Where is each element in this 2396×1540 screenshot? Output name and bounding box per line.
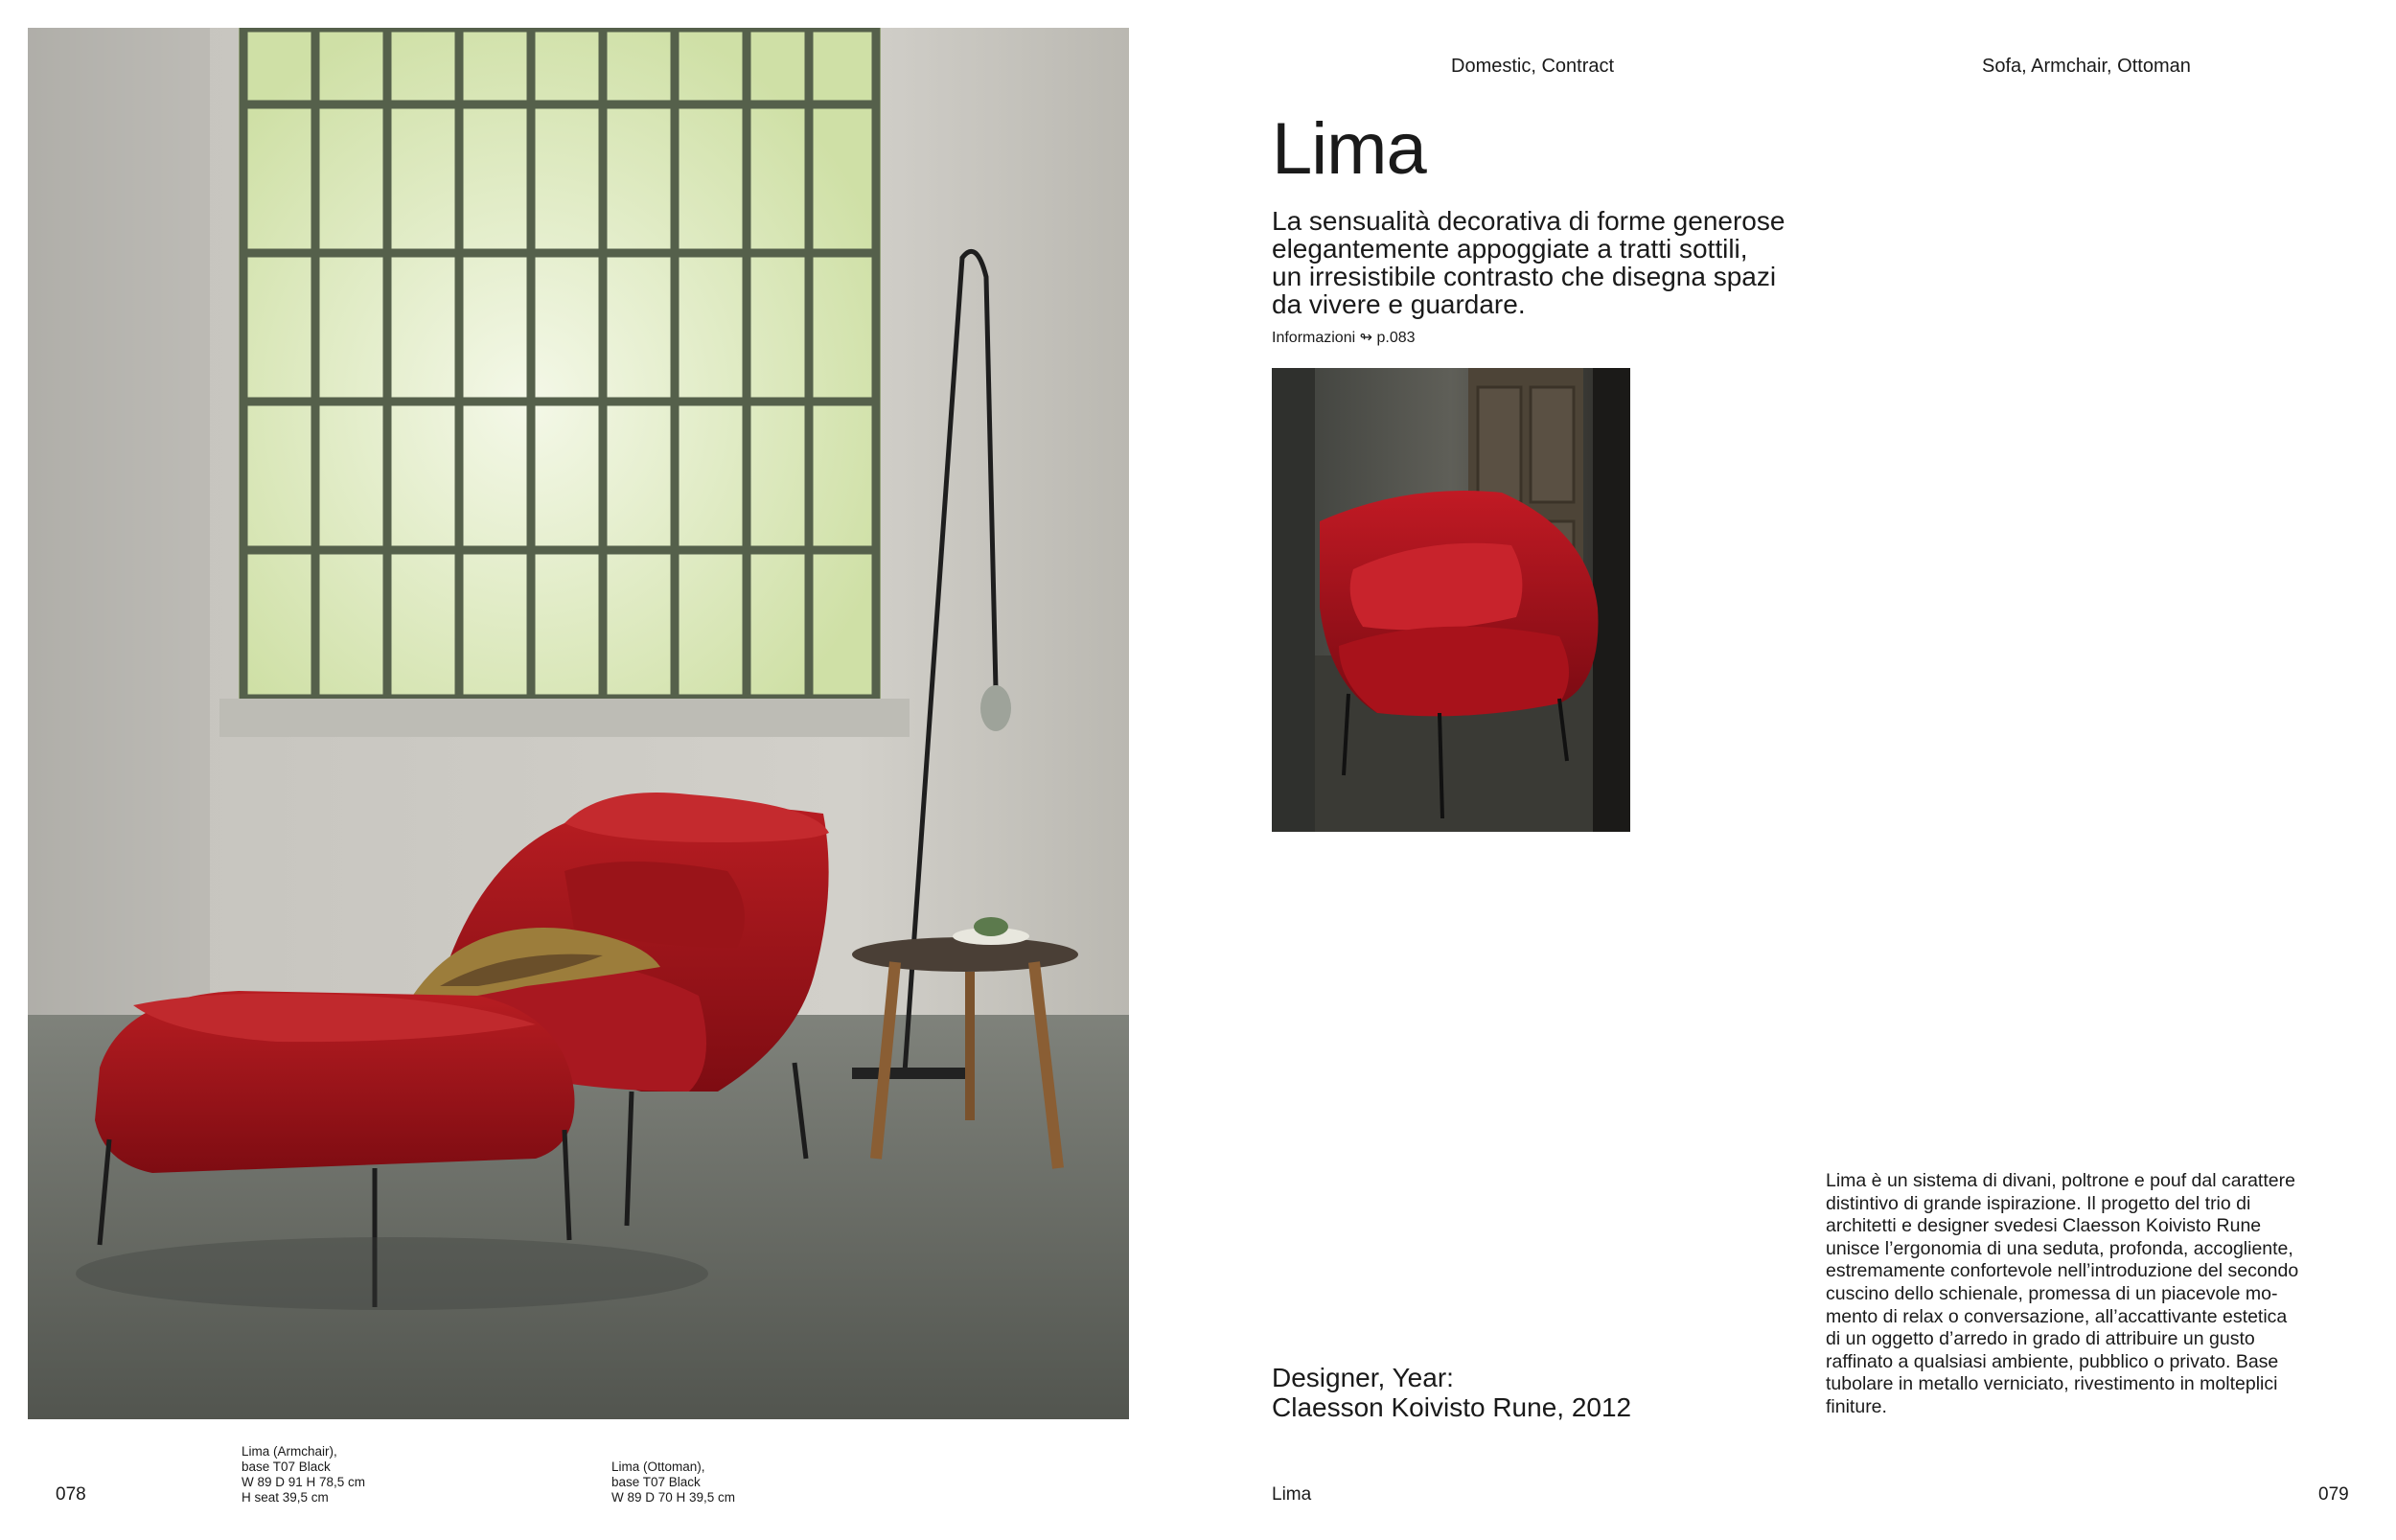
product-title: Lima (1272, 108, 1426, 190)
body-line: finiture. (1826, 1395, 1887, 1417)
lead-line: elegantemente appoggiate a tratti sottili, (1272, 234, 1748, 264)
ottoman-caption (611, 1460, 735, 1506)
lead-paragraph (1272, 207, 1847, 318)
body-line: estremamente confortevole nell’introduzione del secondo (1826, 1260, 2299, 1282)
info-label: Informazioni (1272, 330, 1356, 346)
caption-line: W 89 D 70 H 39,5 cm (611, 1490, 736, 1505)
footer-running-title: Lima (1272, 1484, 1312, 1505)
lead-line: La sensualità decorativa di forme generose (1272, 206, 1785, 236)
lead-line: da vivere e guardare. (1272, 289, 1526, 319)
designer-year (1272, 1363, 1631, 1422)
info-reference-link[interactable] (1272, 329, 1416, 348)
armchair-caption (242, 1444, 365, 1506)
body-line: raffinato a qualsiasi ambiente, pubblico o privato. Base (1826, 1350, 2279, 1372)
body-line: cuscino dello schienale, promessa di un piacevole mo- (1826, 1282, 2278, 1304)
designer-line: Claesson Koivisto Rune, 2012 (1272, 1392, 1632, 1422)
body-line: architetti e designer svedesi Claesson Koivisto Rune (1826, 1215, 2262, 1237)
body-line: di un oggetto d’arredo in grado di attribuire un gusto (1826, 1328, 2255, 1350)
description-paragraph (1826, 1170, 2362, 1419)
main-product-photo (28, 28, 1129, 1419)
body-line: tubolare in metallo verniciato, rivestimento in molteplici (1826, 1373, 2278, 1395)
arrow-icon: ↬ (1359, 330, 1373, 346)
body-line: mento di relax o conversazione, all’accattivante estetica (1826, 1305, 2288, 1327)
caption-line: base T07 Black (611, 1475, 701, 1489)
typology-label: Sofa, Armchair, Ottoman (1982, 56, 2191, 77)
left-page-number: 078 (56, 1484, 86, 1505)
caption-line: Lima (Ottoman), (611, 1460, 705, 1474)
right-page-number: 079 (2318, 1484, 2349, 1505)
caption-line: H seat 39,5 cm (242, 1490, 329, 1505)
body-line: unisce l’ergonomia di una seduta, profonda, accogliente, (1826, 1237, 2293, 1259)
lead-line: un irresistibile contrasto che disegna spazi (1272, 262, 1777, 291)
body-line: distintivo di grande ispirazione. Il progetto del trio di (1826, 1192, 2251, 1214)
category-label: Domestic, Contract (1451, 56, 1615, 77)
caption-line: W 89 D 91 H 78,5 cm (242, 1475, 366, 1489)
caption-line: base T07 Black (242, 1460, 331, 1474)
caption-line: Lima (Armchair), (242, 1444, 337, 1459)
body-line: Lima è un sistema di divani, poltrone e pouf dal carattere (1826, 1170, 2295, 1191)
designer-line: Designer, Year: (1272, 1363, 1454, 1392)
armchair-detail-photo (1272, 368, 1630, 832)
info-page-ref: p.083 (1376, 330, 1416, 346)
